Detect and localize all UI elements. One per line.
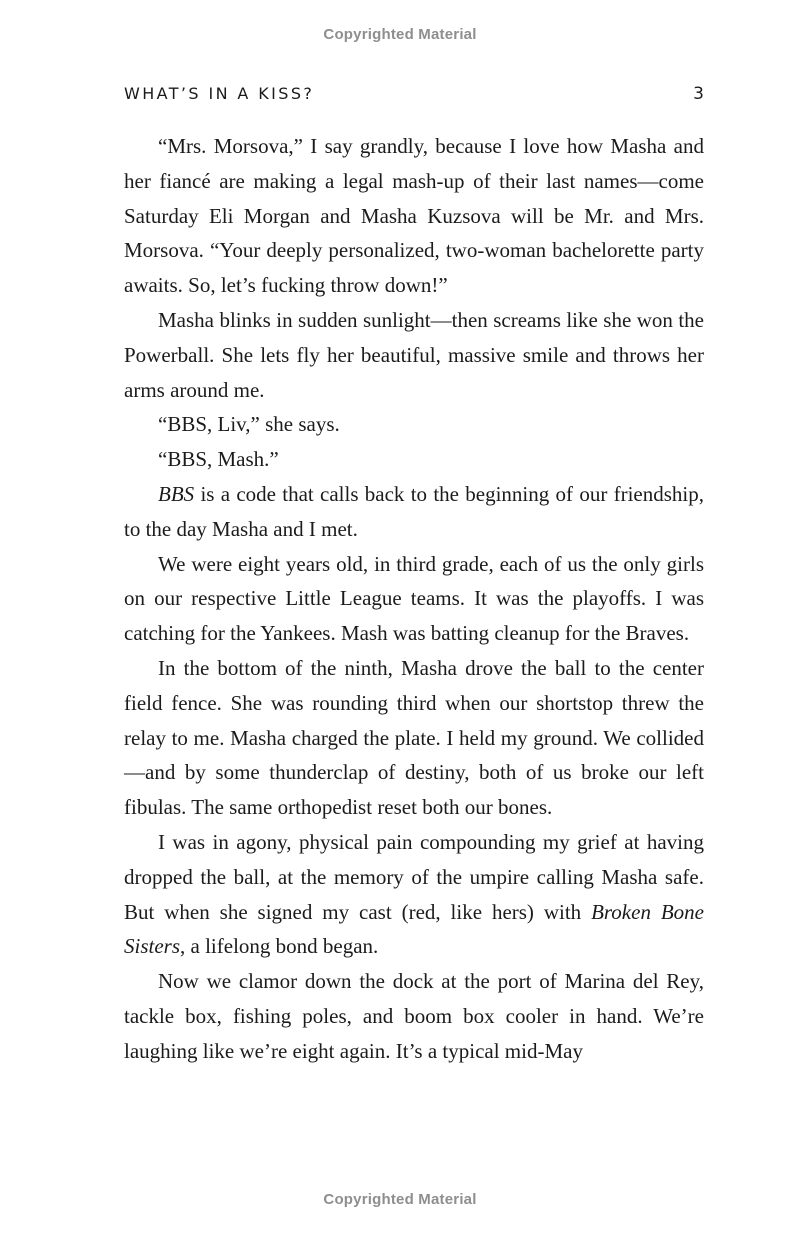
page-number: 3 bbox=[693, 84, 704, 104]
paragraph-7: In the bottom of the ninth, Masha drove the ball to the center field fence. She was rounding third when our shortstop threw the relay to me. Masha charged the plate. I held my ground. We collided—and by some thunderclap of destiny, both of us broke our left fibulas. The same orthopedist reset both our bones. bbox=[124, 655, 704, 820]
paragraph-6: We were eight years old, in third grade, each of us the only girls on our respective Little League teams. It was the playoffs. I was catching for the Yankees. Mash was batting cleanup for the Braves. bbox=[124, 551, 704, 646]
paragraph-8-start: I was in agony, physical pain compounding my grief at having dropped the ball, at the memory of the umpire calling Masha safe. But when she signed my cast (red, like hers) with bbox=[124, 829, 704, 924]
paragraph-8-end: , a lifelong bond began. bbox=[180, 934, 379, 959]
bbs-italic: BBS bbox=[158, 481, 195, 506]
paragraph-8 bbox=[124, 825, 704, 964]
paragraph-9: Now we clamor down the dock at the port of Marina del Rey, tackle box, fishing poles, and boom box cooler in hand. We’re laughing like we’re eight again. It’s a typical mid-May bbox=[124, 969, 704, 1063]
paragraph-1: “Mrs. Morsova,” I say grandly, because I love how Masha and her fiancé are making a legal mash-up of their last names—come Saturday Eli Morgan and Masha Kuzsova will be Mr. and Mrs. Morsova. “Your deeply personalized, two-woman bachelorette party awaits. So, let’s fucking throw down!” bbox=[124, 134, 704, 298]
paragraph-5 bbox=[124, 477, 704, 547]
body-text bbox=[124, 129, 704, 1069]
copyright-watermark-top: Copyrighted Material bbox=[323, 26, 477, 43]
paragraph-3: “BBS, Liv,” she says. bbox=[158, 412, 340, 437]
paragraph-5-text: is a code that calls back to the beginning of our friendship, to the day Masha and I met. bbox=[124, 481, 704, 541]
running-title: WHAT’S IN A KISS? bbox=[124, 84, 315, 103]
paragraph-4: “BBS, Mash.” bbox=[158, 447, 279, 472]
copyright-watermark-bottom: Copyrighted Material bbox=[323, 1191, 477, 1208]
paragraph-2: Masha blinks in sudden sunlight—then screams like she won the Powerball. She lets fly her beautiful, massive smile and throws her arms around me. bbox=[124, 307, 704, 402]
broken-bone-sisters-italic: Broken Bone Sisters bbox=[124, 899, 704, 959]
running-header bbox=[124, 84, 704, 106]
